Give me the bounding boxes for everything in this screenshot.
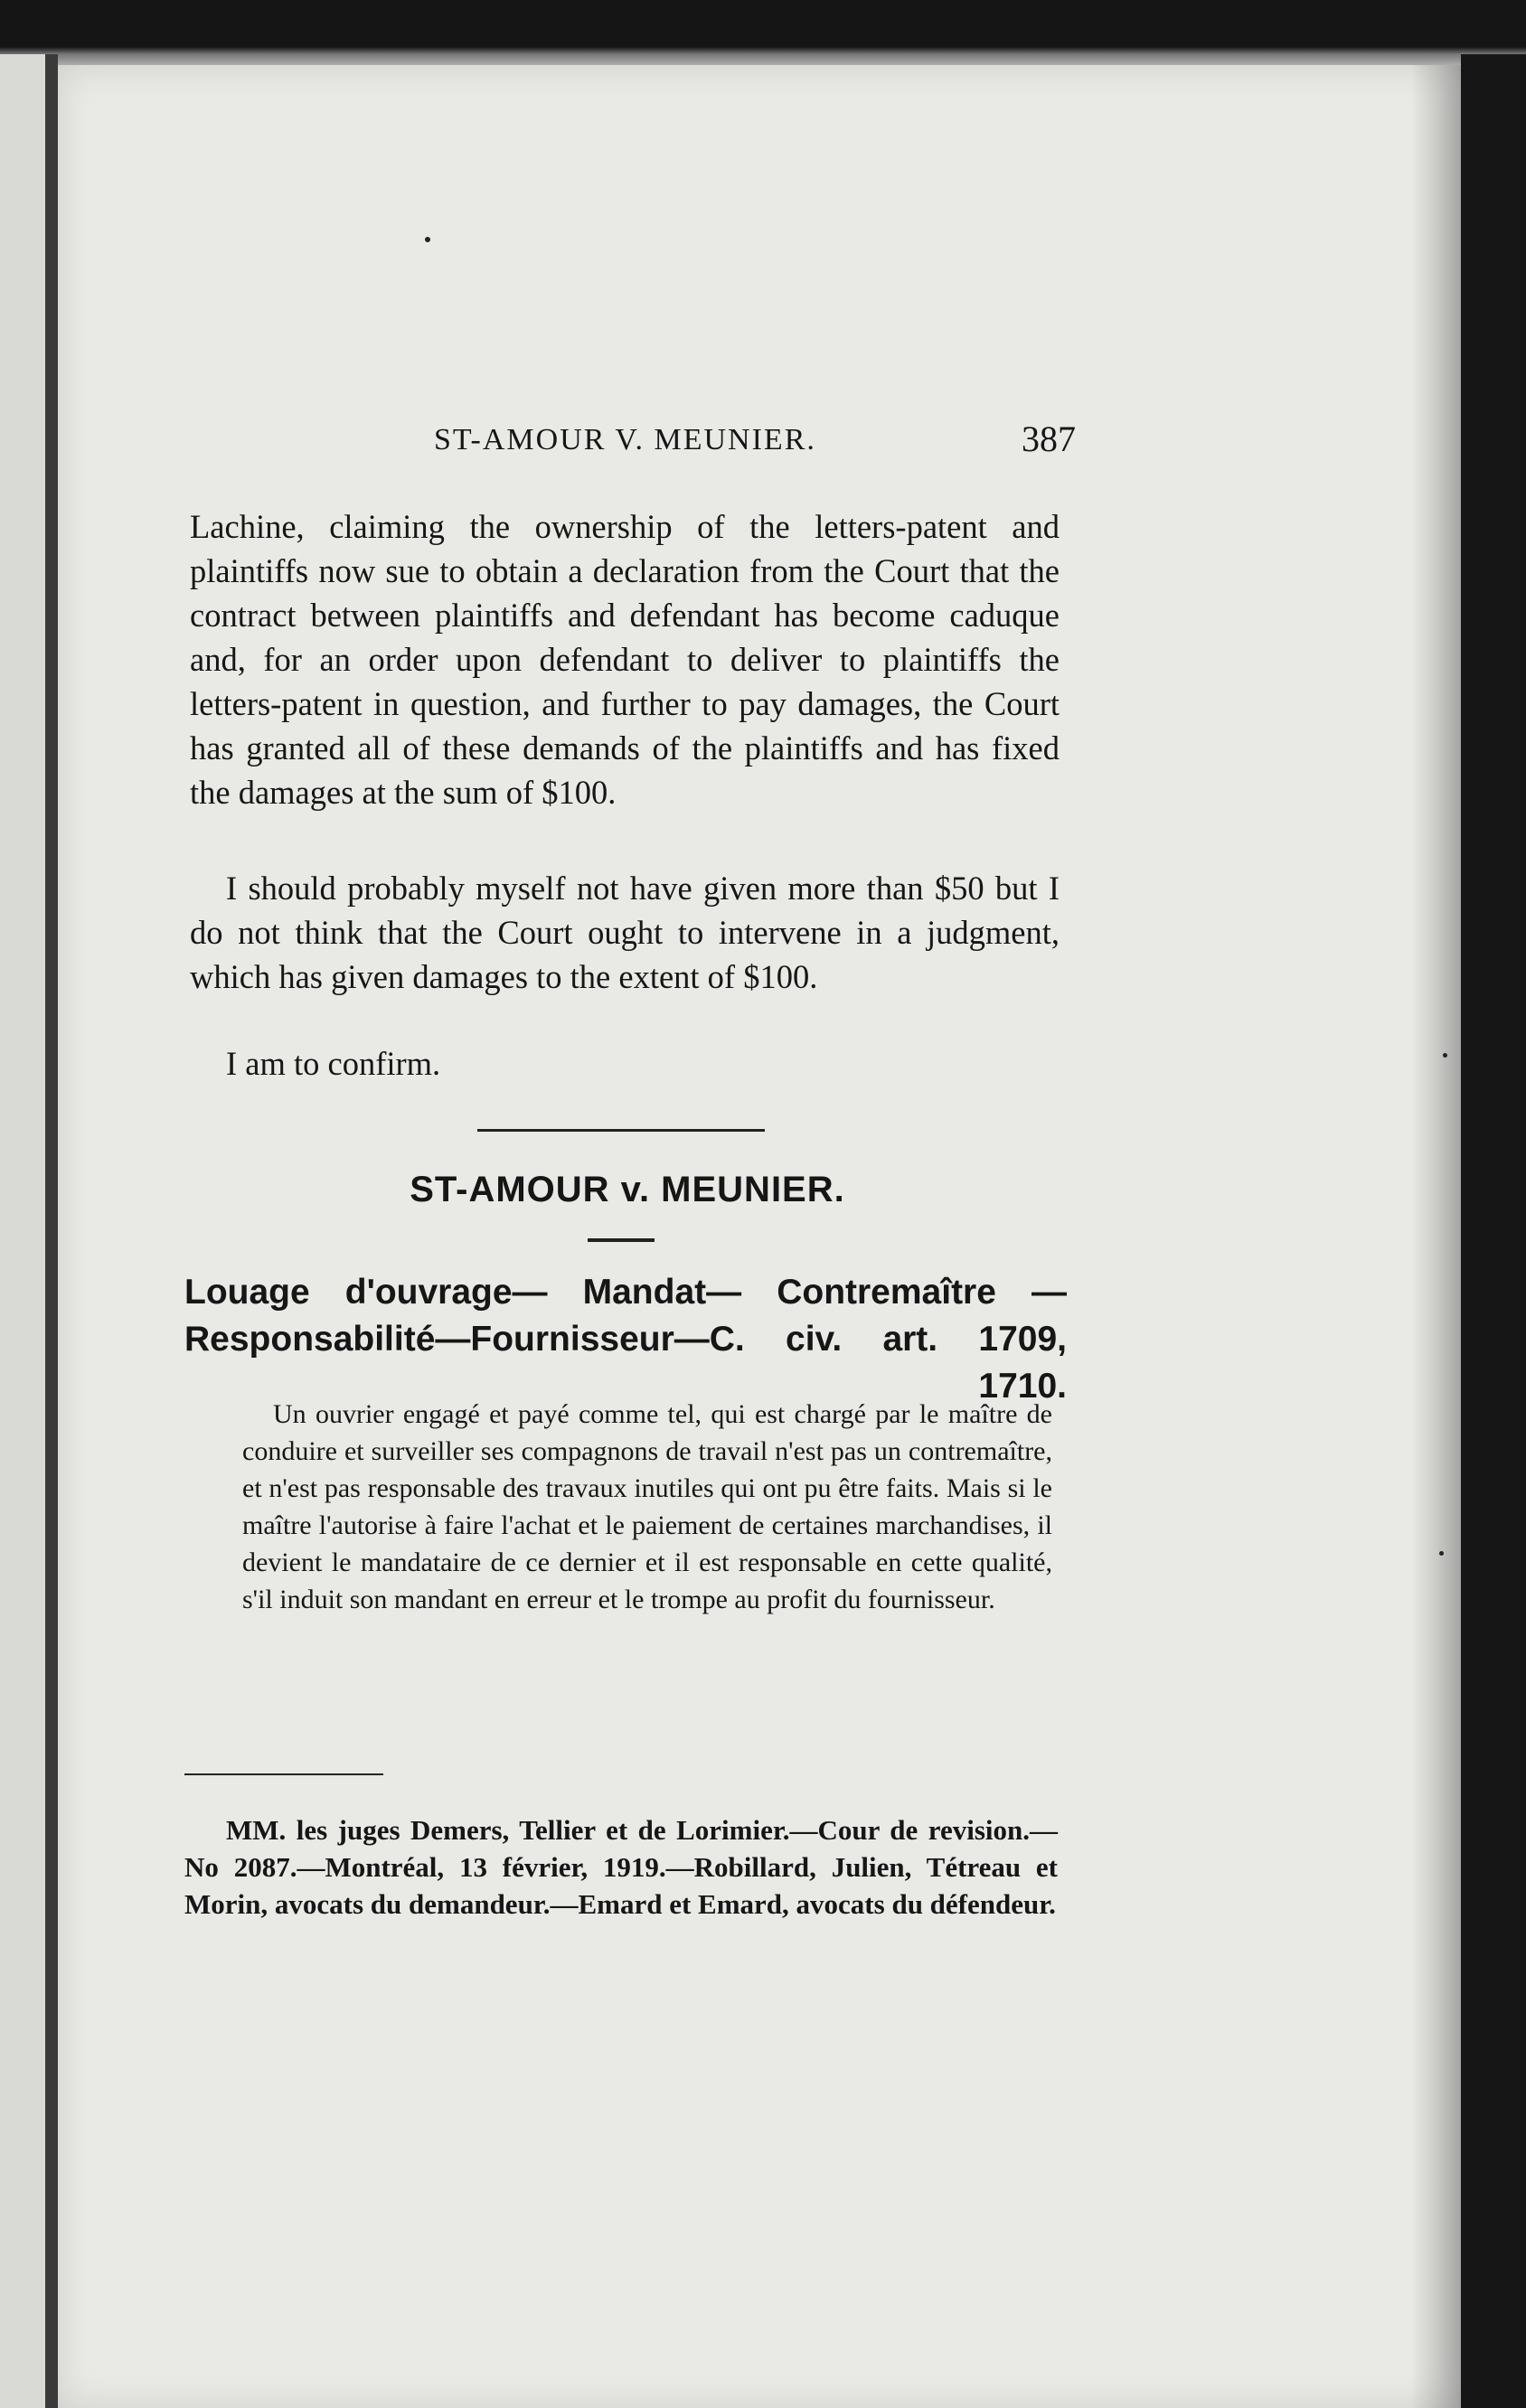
footnote-rule (184, 1773, 383, 1775)
body-paragraph: Lachine, claiming the ownership of the letters-patent and plaintiffs now sue to obtain a declaration from the Court that the contract between plaintiffs and defendant has become caduque and, for an order upon defendant to deliver to plaintiffs the letters-patent in question, and further to pay damages, the Court has granted all of these demands of the plaintiffs and has fixed the damages at the sum of $100. (190, 508, 1060, 811)
case-title: ST-AMOUR v. MEUNIER. (410, 1170, 845, 1209)
case-keywords: Louage d'ouvrage— Mandat— Contremaître — Responsabilité—Fournisseur—C. civ. art. 1709, 1710. (184, 1273, 1067, 1406)
facing-page-margin (0, 54, 51, 2408)
paper-speck (1443, 1053, 1447, 1058)
running-title: ST-AMOUR V. MEUNIER. (434, 423, 816, 456)
binding-gutter (45, 54, 58, 2408)
title-rule (588, 1238, 655, 1242)
page-number: 387 (1022, 419, 1076, 459)
page-edge-shadow (1410, 65, 1461, 2408)
paper-speck (425, 237, 430, 242)
section-divider (477, 1129, 765, 1132)
case-headnote: Un ouvrier engagé et payé comme tel, qui est chargé par le maître de conduire et surveiller ses compagnons de travail n'est pas un contremaître, et n'est pas responsable des travaux inutiles qui ont pu être faits. Mais si le maître l'autorise à faire l'achat et le paiement de certaines marchandises, il devient le mandataire de ce dernier et il est responsable en cette qualité, s'il induit son mandant en erreur et le trompe au profit du fournisseur. (242, 1399, 1052, 1614)
paper-speck (1439, 1551, 1444, 1556)
page-paper (58, 65, 1461, 2408)
book-top-edge (0, 0, 1526, 71)
body-paragraph: I am to confirm. (226, 1045, 441, 1082)
case-footnote: MM. les juges Demers, Tellier et de Lorimier.—Cour de revision.—No 2087.—Montréal, 13 février, 1919.—Robillard, Julien, Tétreau et Morin, avocats du demandeur.—Emard et Emard, avocats du défendeur. (184, 1814, 1058, 1920)
body-paragraph: I should probably myself not have given more than $50 but I do not think that the Court ought to intervene in a judgment, which has given damages to the extent of $100. (190, 870, 1060, 995)
book-right-edge (1461, 54, 1526, 2408)
